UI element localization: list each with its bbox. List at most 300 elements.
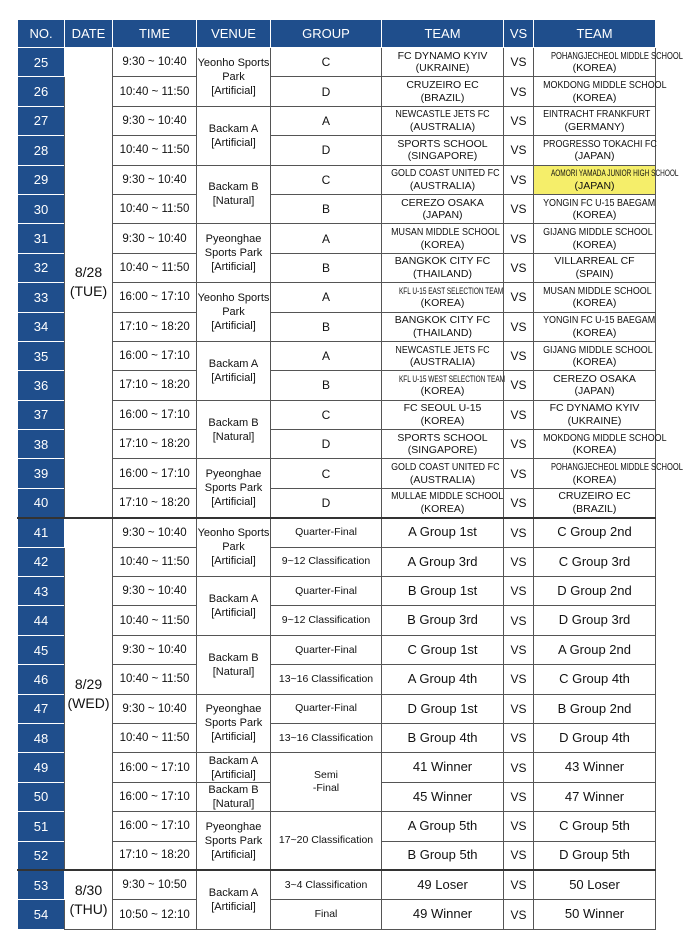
match-group: A: [271, 224, 382, 253]
team-2-cell: [534, 106, 656, 135]
match-row: [18, 518, 656, 547]
match-row: [18, 812, 656, 841]
match-time: 9:30 ~ 10:40: [113, 694, 197, 723]
venue-cell: [197, 459, 271, 518]
match-number: 40: [18, 488, 65, 517]
match-group: D: [271, 488, 382, 517]
venue-surface: [Artificial]: [211, 768, 256, 781]
venue-cell: [197, 577, 271, 636]
header-vs: VS: [504, 20, 534, 48]
team-2-country: (KOREA): [572, 62, 617, 75]
header-no: NO.: [18, 20, 65, 48]
match-time: 16:00 ~ 17:10: [113, 753, 197, 782]
match-row: [18, 459, 656, 488]
team-1-name: SPORTS SCHOOL: [397, 137, 488, 150]
team-1-country: (SINGAPORE): [407, 150, 478, 163]
team-2-name: YONGIN FC U-15 BAEGAM: [543, 196, 656, 209]
venue-name: Yeonho Sports Park: [197, 527, 270, 554]
semi-final-line-1: Semi: [314, 769, 338, 782]
vs-label: VS: [504, 753, 534, 782]
team-1-country: (KOREA): [420, 238, 465, 251]
match-group: B: [271, 312, 382, 341]
match-time: 17:10 ~ 18:20: [113, 430, 197, 459]
team-1-cell: [382, 459, 504, 488]
team-2-slot: A Group 2nd: [534, 635, 656, 664]
match-stage: 17~20 Classification: [271, 812, 382, 871]
venue-cell: [197, 635, 271, 694]
match-row: [18, 577, 656, 606]
team-1-name: FC DYNAMO KYIV: [397, 49, 488, 62]
match-row: [18, 48, 656, 77]
team-1-cell: [382, 371, 504, 400]
team-2-name: VILLARREAL CF: [554, 255, 635, 268]
match-number: 46: [18, 665, 65, 694]
team-1-cell: [382, 194, 504, 223]
team-1-name: NEWCASTLE JETS FC: [395, 343, 490, 356]
vs-label: VS: [504, 870, 534, 899]
venue-name: Backam A: [208, 592, 259, 605]
team-2-country: (UKRAINE): [567, 414, 622, 427]
match-row: [18, 694, 656, 723]
match-time: 10:50 ~ 12:10: [113, 900, 197, 929]
vs-label: VS: [504, 312, 534, 341]
venue-name: Pyeonghae Sports Park: [204, 233, 263, 260]
match-row: [18, 312, 656, 341]
match-stage: 3~4 Classification: [271, 870, 382, 899]
venue-name: Pyeonghae Sports Park: [204, 703, 263, 730]
match-number: 53: [18, 870, 65, 899]
venue-cell: [197, 106, 271, 165]
vs-label: VS: [504, 665, 534, 694]
vs-label: VS: [504, 577, 534, 606]
vs-label: VS: [504, 547, 534, 576]
venue-cell: [197, 165, 271, 224]
team-1-cell: [382, 488, 504, 517]
header-row: [18, 20, 656, 48]
match-time: 17:10 ~ 18:20: [113, 841, 197, 870]
team-1-country: (AUSTRALIA): [409, 356, 476, 369]
team-1-cell: [382, 48, 504, 77]
team-2-name: CRUZEIRO EC: [558, 490, 631, 503]
team-2-cell: [534, 400, 656, 429]
team-2-country: (JAPAN): [574, 179, 615, 192]
team-2-country: (KOREA): [572, 91, 617, 104]
team-2-name: GIJANG MIDDLE SCHOOL: [543, 226, 653, 239]
team-1-country: (KOREA): [420, 385, 465, 398]
team-1-cell: [382, 77, 504, 106]
team-2-country: (BRAZIL): [572, 502, 617, 515]
team-1-slot: A Group 4th: [382, 665, 504, 694]
match-row: [18, 870, 656, 899]
match-row: [18, 900, 656, 929]
team-2-slot: B Group 2nd: [534, 694, 656, 723]
team-2-cell: [534, 312, 656, 341]
match-group: D: [271, 77, 382, 106]
team-2-country: (KOREA): [572, 238, 617, 251]
match-stage: Quarter-Final: [271, 635, 382, 664]
match-row: [18, 341, 656, 370]
match-stage: 13~16 Classification: [271, 665, 382, 694]
match-number: 39: [18, 459, 65, 488]
vs-label: VS: [504, 371, 534, 400]
team-2-name: MUSAN MIDDLE SCHOOL: [543, 284, 652, 297]
vs-label: VS: [504, 518, 534, 547]
match-number: 44: [18, 606, 65, 635]
team-1-cell: [382, 341, 504, 370]
team-2-cell: [534, 253, 656, 282]
team-2-name: AOMORI YAMADA JUNIOR HIGH SCHOOL: [550, 168, 679, 179]
team-1-name: GOLD COAST UNITED FC: [391, 167, 500, 180]
team-2-cell: [534, 371, 656, 400]
venue-name: Backam A: [208, 122, 259, 135]
team-2-slot: 43 Winner: [534, 753, 656, 782]
header-team-1: TEAM: [382, 20, 504, 48]
team-2-cell: [534, 430, 667, 459]
match-group: A: [271, 341, 382, 370]
team-1-cell: [382, 165, 504, 194]
match-stage: Quarter-Final: [271, 694, 382, 723]
vs-label: VS: [504, 48, 534, 77]
venue-name: Backam B: [208, 651, 259, 664]
match-group: C: [271, 48, 382, 77]
match-time: 9:30 ~ 10:50: [113, 870, 197, 899]
vs-label: VS: [504, 165, 534, 194]
vs-label: VS: [504, 106, 534, 135]
team-2-cell: [534, 77, 667, 106]
match-row: [18, 194, 656, 223]
match-group: B: [271, 253, 382, 282]
vs-label: VS: [504, 459, 534, 488]
team-1-name: BANGKOK CITY FC: [394, 255, 491, 268]
venue-name: Backam B: [208, 783, 259, 796]
venue-surface: [Artificial]: [211, 371, 256, 384]
venue-name: Backam B: [208, 416, 259, 429]
team-2-cell: [534, 224, 656, 253]
match-number: 37: [18, 400, 65, 429]
match-number: 42: [18, 547, 65, 576]
team-1-cell: [382, 136, 504, 165]
match-number: 35: [18, 341, 65, 370]
vs-label: VS: [504, 136, 534, 165]
match-time: 9:30 ~ 10:40: [113, 48, 197, 77]
team-2-name: MOKDONG MIDDLE SCHOOL: [543, 79, 667, 92]
match-number: 31: [18, 224, 65, 253]
venue-name: Yeonho Sports Park: [197, 56, 270, 83]
team-2-country: (GERMANY): [564, 120, 625, 133]
team-2-slot: C Group 2nd: [534, 518, 656, 547]
team-1-country: (BRAZIL): [420, 91, 465, 104]
header-group: GROUP: [271, 20, 382, 48]
vs-label: VS: [504, 900, 534, 929]
vs-label: VS: [504, 283, 534, 312]
team-2-name: POHANGJECHEOL MIDDLE SCHOOL: [550, 461, 683, 474]
vs-label: VS: [504, 841, 534, 870]
match-row: [18, 753, 656, 782]
venue-cell: [197, 782, 271, 811]
match-row: [18, 547, 656, 576]
team-1-country: (AUSTRALIA): [409, 179, 476, 192]
match-row: [18, 400, 656, 429]
venue-surface: [Artificial]: [211, 136, 256, 149]
venue-surface: [Artificial]: [211, 320, 256, 333]
vs-label: VS: [504, 194, 534, 223]
match-row: [18, 488, 656, 517]
team-1-cell: [382, 312, 504, 341]
venue-surface: [Artificial]: [211, 496, 256, 509]
venue-name: Backam A: [208, 754, 259, 767]
team-2-cell: [534, 459, 683, 488]
venue-surface: [Artificial]: [211, 901, 256, 914]
team-1-cell: [382, 400, 504, 429]
team-2-name: EINTRACHT FRANKFURT: [543, 108, 651, 121]
team-1-slot: 49 Loser: [382, 870, 504, 899]
team-2-name: MOKDONG MIDDLE SCHOOL: [543, 431, 667, 444]
team-1-name: SPORTS SCHOOL: [397, 431, 488, 444]
team-2-slot: C Group 4th: [534, 665, 656, 694]
match-stage: Final: [271, 900, 382, 929]
date-day: 8/28: [74, 264, 103, 281]
team-1-name: CEREZO OSAKA: [401, 196, 484, 209]
match-stage: 13~16 Classification: [271, 723, 382, 752]
match-time: 10:40 ~ 11:50: [113, 665, 197, 694]
vs-label: VS: [504, 606, 534, 635]
match-number: 52: [18, 841, 65, 870]
match-time: 16:00 ~ 17:10: [113, 812, 197, 841]
venue-surface: [Artificial]: [211, 555, 256, 568]
venue-cell: [197, 753, 271, 782]
vs-label: VS: [504, 723, 534, 752]
date-day: 8/29: [74, 676, 103, 693]
vs-label: VS: [504, 400, 534, 429]
header-team-2: TEAM: [534, 20, 656, 48]
venue-name: Backam A: [208, 357, 259, 370]
team-2-cell: [534, 48, 683, 77]
match-time: 9:30 ~ 10:40: [113, 224, 197, 253]
match-time: 16:00 ~ 17:10: [113, 283, 197, 312]
match-group: C: [271, 165, 382, 194]
match-number: 47: [18, 694, 65, 723]
date-weekday: (WED): [67, 695, 110, 712]
vs-label: VS: [504, 694, 534, 723]
match-row: [18, 723, 656, 752]
match-time: 10:40 ~ 11:50: [113, 723, 197, 752]
match-row: [18, 136, 656, 165]
vs-label: VS: [504, 77, 534, 106]
date-weekday: (THU): [69, 901, 108, 918]
venue-surface: [Natural]: [212, 665, 255, 678]
team-2-cell-highlighted: [534, 165, 679, 194]
header-date: DATE: [65, 20, 113, 48]
venue-cell: [197, 283, 271, 342]
team-2-slot: D Group 5th: [534, 841, 656, 870]
team-2-country: (JAPAN): [574, 150, 615, 163]
team-1-country: (THAILAND): [413, 267, 472, 280]
match-schedule-table: [17, 19, 683, 930]
team-1-country: (UKRAINE): [415, 62, 470, 75]
venue-surface: [Artificial]: [211, 606, 256, 619]
team-2-name: FC DYNAMO KYIV: [549, 402, 640, 415]
match-group: A: [271, 106, 382, 135]
team-1-slot: A Group 1st: [382, 518, 504, 547]
date-day: 8/30: [74, 882, 103, 899]
match-group: B: [271, 194, 382, 223]
match-number: 41: [18, 518, 65, 547]
team-1-slot: B Group 1st: [382, 577, 504, 606]
venue-cell: [197, 812, 271, 871]
vs-label: VS: [504, 224, 534, 253]
team-2-name: PROGRESSO TOKACHI FC: [543, 137, 657, 150]
team-1-cell: [382, 106, 504, 135]
venue-name: Yeonho Sports Park: [197, 292, 270, 319]
match-number: 45: [18, 635, 65, 664]
date-cell: [65, 518, 113, 871]
semi-final-line-2: -Final: [312, 782, 340, 795]
team-1-country: (KOREA): [420, 502, 465, 515]
match-row: [18, 106, 656, 135]
match-number: 49: [18, 753, 65, 782]
team-2-slot: 50 Loser: [534, 870, 656, 899]
team-1-cell: [382, 253, 504, 282]
match-number: 26: [18, 77, 65, 106]
schedule-table-wrapper: [17, 19, 683, 930]
match-time: 10:40 ~ 11:50: [113, 77, 197, 106]
match-row: [18, 253, 656, 282]
team-1-country: (JAPAN): [422, 209, 463, 222]
venue-surface: [Artificial]: [211, 731, 256, 744]
venue-cell: [197, 870, 271, 929]
match-number: 30: [18, 194, 65, 223]
team-2-country: (KOREA): [572, 326, 617, 339]
venue-surface: [Natural]: [212, 430, 255, 443]
team-1-name: MUSAN MIDDLE SCHOOL: [391, 226, 500, 239]
team-2-slot: 47 Winner: [534, 782, 656, 811]
team-1-slot: 49 Winner: [382, 900, 504, 929]
team-2-cell: [534, 283, 656, 312]
team-2-country: (KOREA): [572, 473, 617, 486]
venue-cell: [197, 694, 271, 753]
vs-label: VS: [504, 341, 534, 370]
match-row: [18, 224, 656, 253]
match-number: 27: [18, 106, 65, 135]
match-time: 10:40 ~ 11:50: [113, 136, 197, 165]
match-group: C: [271, 400, 382, 429]
team-1-name: MULLAE MIDDLE SCHOOL: [391, 490, 504, 503]
match-number: 43: [18, 577, 65, 606]
match-number: 50: [18, 782, 65, 811]
team-2-cell: [534, 136, 656, 165]
team-1-name: KFL U-15 WEST SELECTION TEAM: [398, 373, 506, 384]
match-time: 16:00 ~ 17:10: [113, 782, 197, 811]
team-1-country: (THAILAND): [413, 326, 472, 339]
match-row: [18, 283, 656, 312]
team-1-slot: D Group 1st: [382, 694, 504, 723]
match-time: 9:30 ~ 10:40: [113, 165, 197, 194]
team-1-cell: [382, 430, 504, 459]
match-time: 17:10 ~ 18:20: [113, 371, 197, 400]
match-time: 9:30 ~ 10:40: [113, 106, 197, 135]
match-row: [18, 665, 656, 694]
team-1-slot: C Group 1st: [382, 635, 504, 664]
match-stage: Quarter-Final: [271, 518, 382, 547]
team-2-country: (KOREA): [572, 444, 617, 457]
team-1-cell: [382, 283, 504, 312]
venue-cell: [197, 48, 271, 107]
vs-label: VS: [504, 782, 534, 811]
team-2-slot: C Group 5th: [534, 812, 656, 841]
team-1-name: CRUZEIRO EC: [406, 79, 479, 92]
team-2-country: (KOREA): [572, 356, 617, 369]
team-1-slot: 45 Winner: [382, 782, 504, 811]
match-number: 28: [18, 136, 65, 165]
match-time: 9:30 ~ 10:40: [113, 635, 197, 664]
venue-cell: [197, 400, 271, 459]
venue-cell: [197, 224, 271, 283]
venue-name: Backam A: [208, 887, 259, 900]
venue-cell: [197, 341, 271, 400]
team-2-cell: [534, 194, 656, 223]
match-number: 48: [18, 723, 65, 752]
venue-name: Backam B: [208, 181, 259, 194]
match-row: [18, 430, 656, 459]
match-stage: 9~12 Classification: [271, 547, 382, 576]
match-group: D: [271, 136, 382, 165]
vs-label: VS: [504, 635, 534, 664]
team-2-cell: [534, 341, 656, 370]
team-2-country: (SPAIN): [575, 267, 614, 280]
vs-label: VS: [504, 812, 534, 841]
match-time: 9:30 ~ 10:40: [113, 577, 197, 606]
match-time: 16:00 ~ 17:10: [113, 341, 197, 370]
team-1-name: GOLD COAST UNITED FC: [391, 461, 500, 474]
team-1-slot: B Group 5th: [382, 841, 504, 870]
match-row: [18, 635, 656, 664]
team-2-country: (JAPAN): [574, 385, 615, 398]
vs-label: VS: [504, 488, 534, 517]
team-1-country: (KOREA): [420, 414, 465, 427]
team-2-name: YONGIN FC U-15 BAEGAM: [543, 314, 656, 327]
match-time: 17:10 ~ 18:20: [113, 312, 197, 341]
match-number: 54: [18, 900, 65, 929]
match-time: 10:40 ~ 11:50: [113, 253, 197, 282]
date-cell: [65, 870, 113, 929]
match-stage: [271, 753, 382, 812]
venue-surface: [Natural]: [212, 797, 255, 810]
team-2-slot: C Group 3rd: [534, 547, 656, 576]
team-2-name: CEREZO OSAKA: [553, 372, 636, 385]
match-row: [18, 77, 656, 106]
venue-name: Pyeonghae Sports Park: [204, 468, 263, 495]
match-time: 17:10 ~ 18:20: [113, 488, 197, 517]
header-time: TIME: [113, 20, 197, 48]
venue-surface: [Natural]: [212, 195, 255, 208]
match-number: 25: [18, 48, 65, 77]
team-2-slot: 50 Winner: [534, 900, 656, 929]
team-1-cell: [382, 224, 504, 253]
match-number: 34: [18, 312, 65, 341]
header-venue: VENUE: [197, 20, 271, 48]
team-1-slot: A Group 5th: [382, 812, 504, 841]
team-2-slot: D Group 2nd: [534, 577, 656, 606]
match-stage: Quarter-Final: [271, 577, 382, 606]
match-time: 16:00 ~ 17:10: [113, 400, 197, 429]
match-group: C: [271, 459, 382, 488]
team-1-country: (SINGAPORE): [407, 444, 478, 457]
match-time: 9:30 ~ 10:40: [113, 518, 197, 547]
venue-surface: [Artificial]: [211, 261, 256, 274]
match-number: 38: [18, 430, 65, 459]
team-1-name: NEWCASTLE JETS FC: [395, 108, 490, 121]
team-1-name: BANGKOK CITY FC: [394, 314, 491, 327]
